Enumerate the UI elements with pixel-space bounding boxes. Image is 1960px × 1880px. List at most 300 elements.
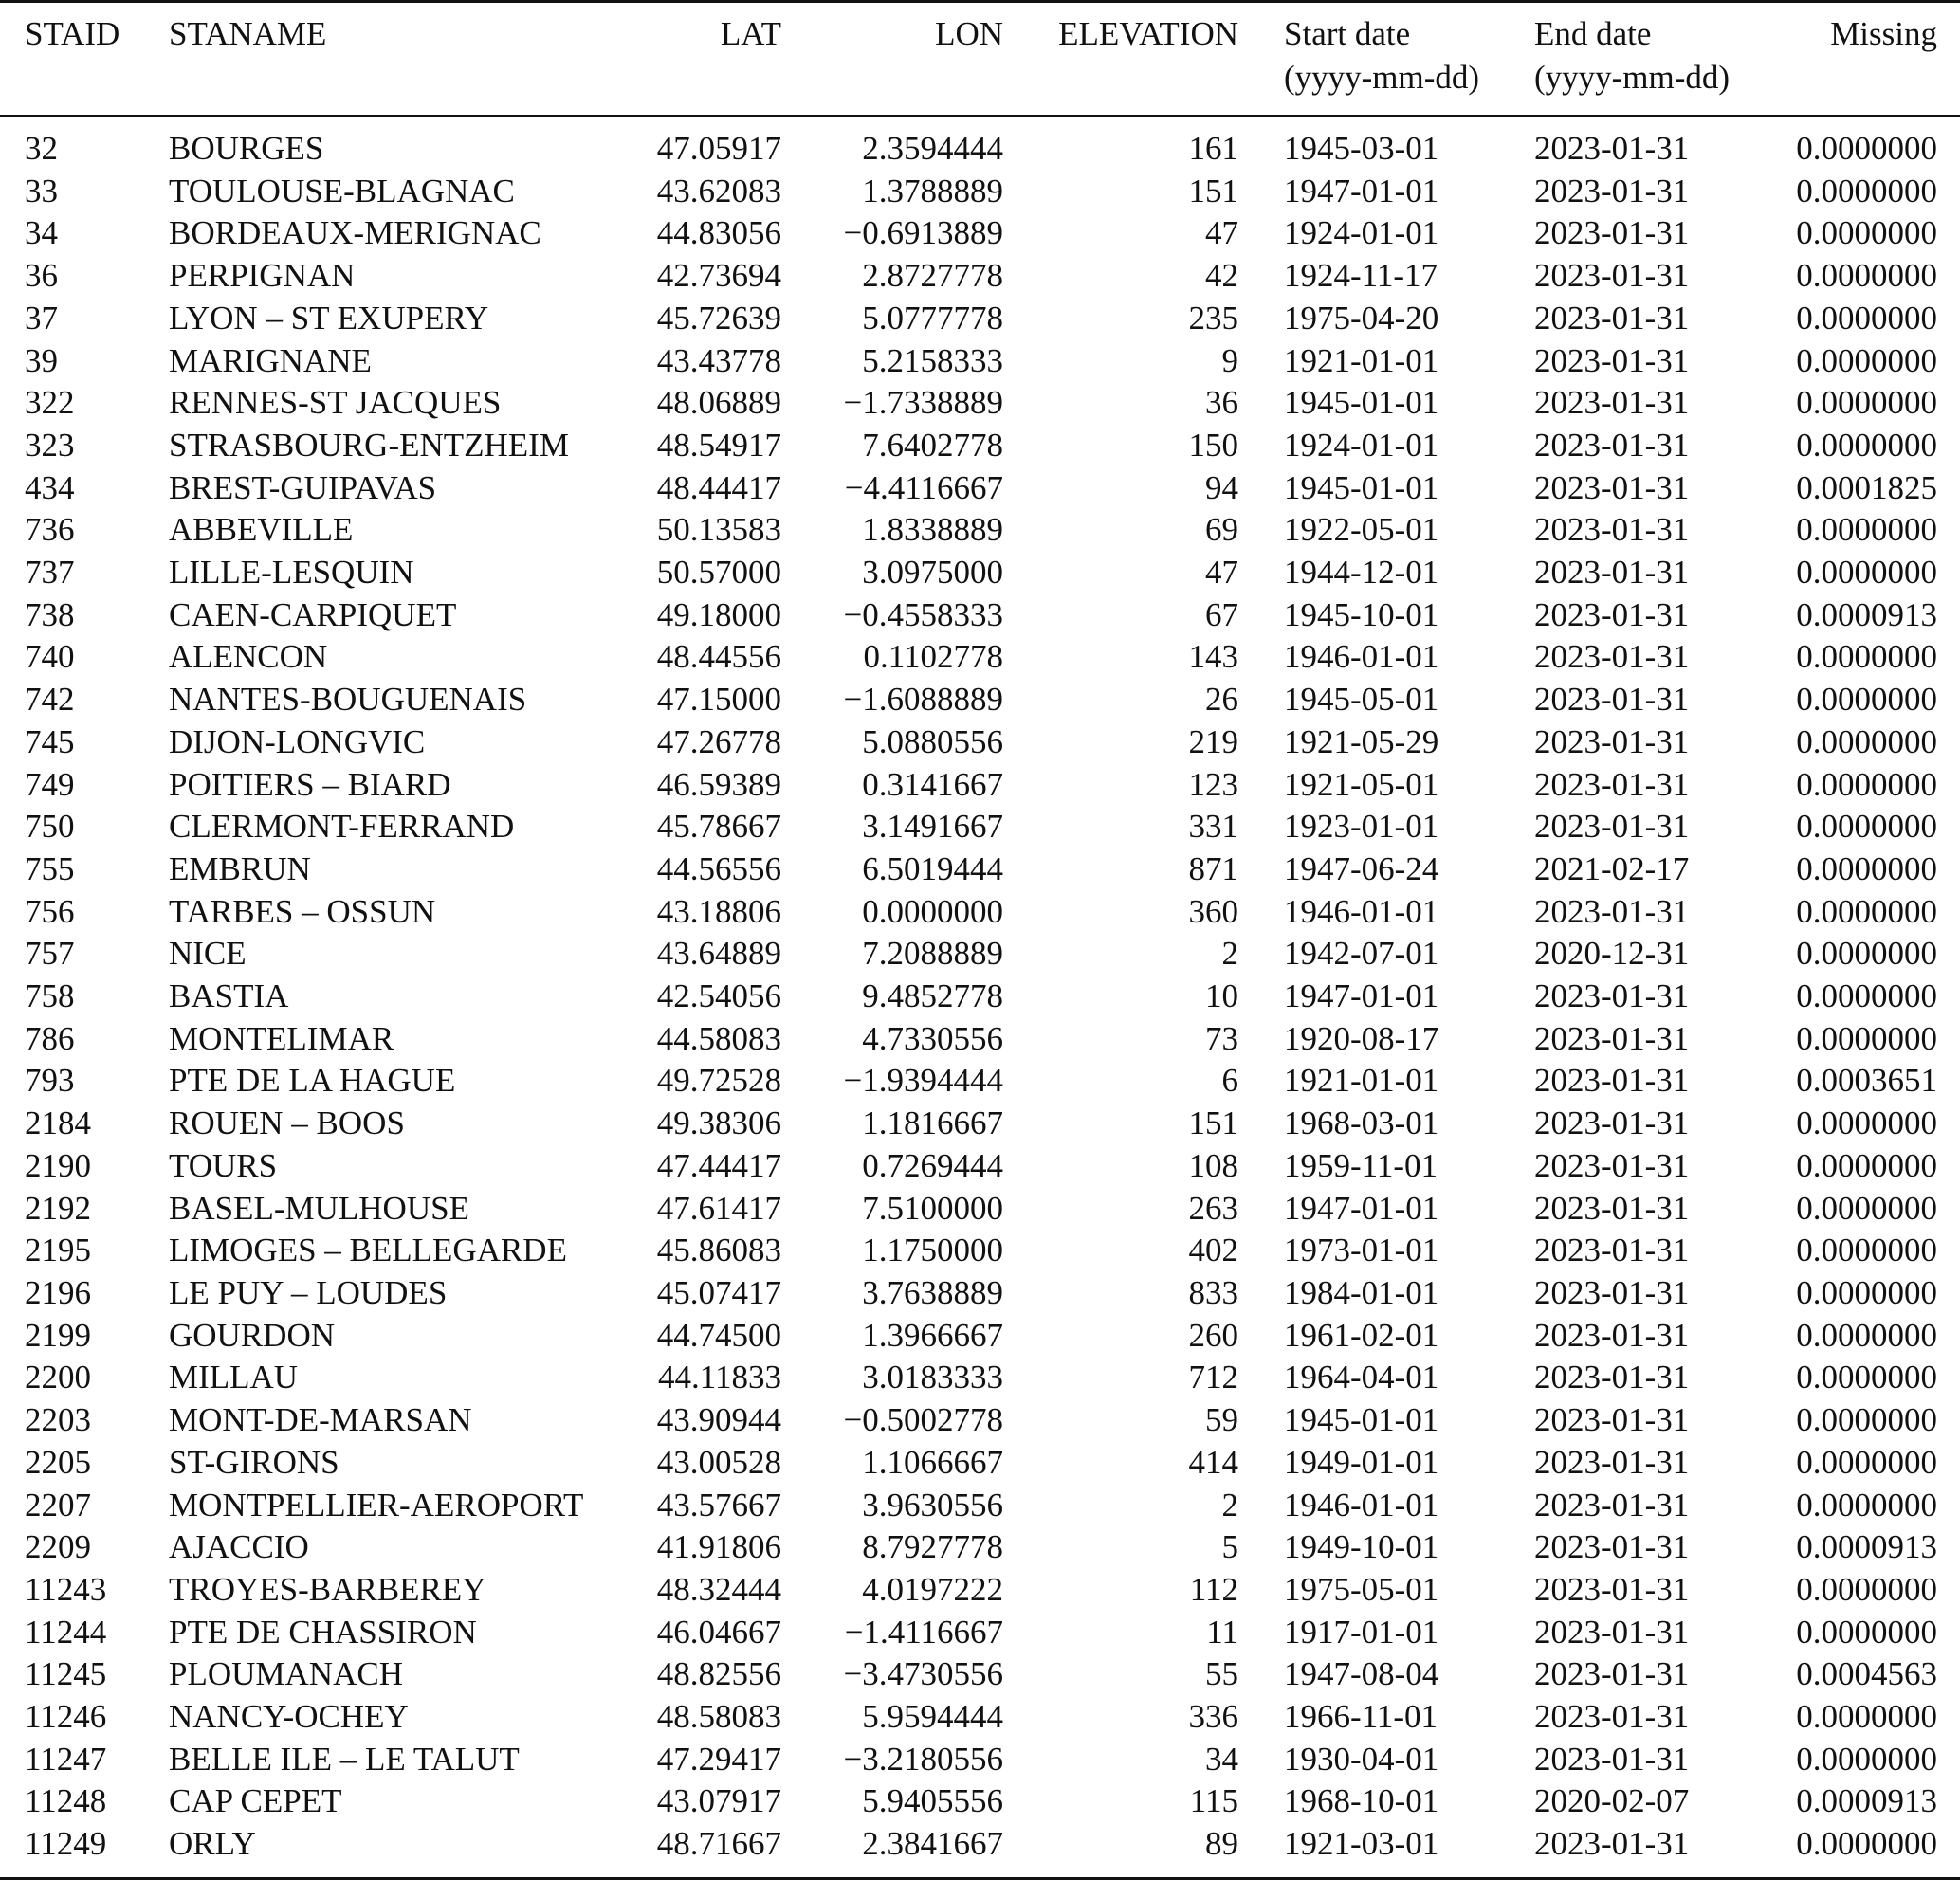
cell-end-date: 2023-01-31 [1534,1316,1690,1354]
cell-staid: 2184 [25,1104,91,1142]
cell-end-date: 2023-01-31 [1534,1443,1690,1481]
table-row [0,764,1960,807]
cell-lon: 5.0777778 [862,299,1003,337]
cell-missing: 0.0000000 [1796,722,1937,760]
table-row [0,721,1960,764]
table-row [0,933,1960,976]
cell-start-date: 1947-06-24 [1284,849,1439,887]
table-row [0,298,1960,340]
cell-start-date: 1945-05-01 [1284,681,1439,719]
table-row [0,1272,1960,1315]
cell-start-date: 1921-05-01 [1284,765,1439,803]
cell-lat: 43.00528 [656,1443,781,1481]
cell-lat: 44.56556 [656,849,781,887]
cell-lat: 45.78667 [656,808,781,846]
cell-lat: 45.86083 [656,1232,781,1269]
cell-elevation: 6 [1221,1062,1238,1100]
cell-elevation: 336 [1188,1698,1238,1736]
cell-staid: 2196 [25,1273,91,1311]
cell-missing: 0.0000000 [1796,1189,1937,1227]
table-row [0,594,1960,637]
cell-staname: PTE DE CHASSIRON [169,1613,477,1651]
cell-lat: 47.44417 [656,1146,781,1184]
cell-missing: 0.0000000 [1796,1443,1937,1481]
cell-lat: 44.83056 [656,214,781,252]
cell-staname: CAEN-CARPIQUET [169,595,457,633]
cell-staid: 742 [25,681,75,719]
cell-staid: 36 [25,257,58,295]
cell-missing: 0.0000000 [1796,1698,1937,1736]
cell-lat: 49.38306 [656,1104,781,1142]
cell-missing: 0.0000000 [1796,681,1937,719]
cell-missing: 0.0000000 [1796,1570,1937,1608]
cell-lat: 42.73694 [656,257,781,295]
cell-elevation: 11 [1206,1613,1238,1651]
cell-start-date: 1924-11-17 [1284,257,1438,295]
cell-staid: 793 [25,1062,75,1100]
cell-staname: BORDEAUX-MERIGNAC [169,214,541,252]
cell-elevation: 151 [1188,1104,1238,1142]
cell-missing: 0.0000000 [1796,1232,1937,1269]
cell-start-date: 1949-10-01 [1284,1528,1439,1566]
cell-lat: 50.57000 [656,554,781,592]
cell-start-date: 1947-01-01 [1284,1189,1439,1227]
cell-lat: 46.04667 [656,1613,781,1651]
cell-missing: 0.0000000 [1796,1019,1937,1057]
cell-staid: 786 [25,1019,75,1057]
cell-staid: 750 [25,808,75,846]
cell-start-date: 1923-01-01 [1284,808,1439,846]
cell-end-date: 2023-01-31 [1534,130,1690,167]
table-row [0,636,1960,679]
cell-end-date: 2023-01-31 [1534,765,1690,803]
cell-end-date: 2023-01-31 [1534,511,1690,549]
cell-staid: 755 [25,849,75,887]
cell-elevation: 712 [1188,1359,1238,1396]
cell-elevation: 235 [1188,299,1238,337]
cell-lon: −1.9394444 [843,1062,1003,1100]
cell-end-date: 2023-01-31 [1534,172,1690,210]
cell-staid: 749 [25,765,75,803]
cell-missing: 0.0000000 [1796,554,1937,592]
cell-staname: DIJON-LONGVIC [169,722,426,760]
cell-staid: 2200 [25,1359,91,1396]
cell-end-date: 2023-01-31 [1534,638,1690,676]
cell-end-date: 2023-01-31 [1534,1189,1690,1227]
cell-end-date: 2023-01-31 [1534,892,1690,930]
cell-staname: BASEL-MULHOUSE [169,1189,469,1227]
cell-missing: 0.0000000 [1796,130,1937,167]
cell-missing: 0.0000000 [1796,808,1937,846]
cell-lon: 0.1102778 [863,638,1003,676]
cell-end-date: 2023-01-31 [1534,1273,1690,1311]
cell-elevation: 2 [1221,1486,1238,1524]
cell-end-date: 2023-01-31 [1534,1019,1690,1057]
table-body [0,116,1960,1878]
cell-start-date: 1924-01-01 [1284,426,1439,464]
cell-lat: 43.07917 [656,1782,781,1820]
cell-start-date: 1946-01-01 [1284,638,1439,676]
cell-staname: NICE [169,935,247,973]
cell-staid: 39 [25,341,58,379]
cell-staname: BASTIA [169,977,289,1015]
cell-end-date: 2023-01-31 [1534,341,1690,379]
cell-staid: 33 [25,172,58,210]
cell-start-date: 1945-01-01 [1284,1401,1439,1439]
cell-lat: 47.26778 [656,722,781,760]
cell-lat: 42.54056 [656,977,781,1015]
cell-elevation: 94 [1205,468,1238,506]
cell-staname: PLOUMANACH [169,1655,403,1693]
table-row [0,1526,1960,1569]
table-row [0,1145,1960,1188]
cell-missing: 0.0000000 [1796,1613,1937,1651]
cell-elevation: 10 [1205,977,1238,1015]
table-row [0,467,1960,510]
cell-elevation: 108 [1188,1146,1238,1184]
table-row [0,1103,1960,1145]
cell-missing: 0.0001825 [1796,468,1937,506]
cell-staname: ALENCON [169,638,328,676]
cell-staname: ORLY [169,1825,256,1863]
cell-lon: 4.0197222 [862,1570,1003,1608]
cell-start-date: 1946-01-01 [1284,892,1439,930]
header-start-date [1238,2,1489,117]
cell-start-date: 1975-05-01 [1284,1570,1439,1608]
cell-elevation: 161 [1188,130,1238,167]
cell-missing: 0.0000000 [1796,1486,1937,1524]
cell-missing: 0.0000000 [1796,1146,1937,1184]
cell-lon: −0.6913889 [843,214,1003,252]
cell-end-date: 2023-01-31 [1534,1528,1690,1566]
cell-lat: 43.62083 [656,172,781,210]
cell-start-date: 1945-03-01 [1284,130,1439,167]
table-row [0,1823,1960,1878]
cell-staid: 11247 [25,1740,107,1778]
cell-staname: POITIERS – BIARD [169,765,451,803]
cell-staname: NANTES-BOUGUENAIS [169,681,527,719]
cell-lat: 49.18000 [656,595,781,633]
cell-staid: 756 [25,892,75,930]
cell-elevation: 414 [1188,1443,1238,1481]
cell-end-date: 2020-12-31 [1534,935,1690,973]
cell-start-date: 1921-03-01 [1284,1825,1439,1863]
cell-elevation: 833 [1188,1273,1238,1311]
header-start-date-line2: (yyyy-mm-dd) [1284,59,1480,96]
cell-elevation: 26 [1205,681,1238,719]
cell-start-date: 1984-01-01 [1284,1273,1439,1311]
table-row [0,1018,1960,1061]
table-row [0,1780,1960,1823]
table-row [0,212,1960,255]
cell-start-date: 1945-10-01 [1284,595,1439,633]
cell-staname: NANCY-OCHEY [169,1698,409,1736]
cell-elevation: 9 [1221,341,1238,379]
table-row [0,255,1960,298]
header-staid: STAID [25,15,120,52]
cell-staname: STRASBOURG-ENTZHEIM [169,426,569,464]
cell-staid: 11243 [25,1570,107,1608]
cell-staid: 11245 [25,1655,107,1693]
cell-lon: 7.2088889 [862,935,1003,973]
cell-missing: 0.0000000 [1796,638,1937,676]
cell-lon: 3.0975000 [862,554,1003,592]
header-spacer [0,116,1960,128]
header-row [0,2,1960,117]
cell-staid: 757 [25,935,75,973]
cell-staname: MILLAU [169,1359,299,1396]
cell-staname: MONTPELLIER-AEROPORT [169,1486,584,1524]
cell-elevation: 112 [1189,1570,1238,1608]
cell-elevation: 219 [1188,722,1238,760]
cell-lon: −1.7338889 [843,384,1003,422]
cell-missing: 0.0000000 [1796,1316,1937,1354]
cell-start-date: 1968-10-01 [1284,1782,1439,1820]
cell-missing: 0.0000000 [1796,341,1937,379]
cell-start-date: 1921-05-29 [1284,722,1439,760]
cell-staname: TOULOUSE-BLAGNAC [169,172,515,210]
table-row [0,128,1960,171]
cell-elevation: 2 [1221,935,1238,973]
cell-missing: 0.0000000 [1796,892,1937,930]
table-row [0,1230,1960,1272]
cell-start-date: 1924-01-01 [1284,214,1439,252]
cell-missing: 0.0000000 [1796,765,1937,803]
cell-staid: 34 [25,214,58,252]
cell-start-date: 1930-04-01 [1284,1740,1439,1778]
cell-start-date: 1946-01-01 [1284,1486,1439,1524]
cell-end-date: 2023-01-31 [1534,468,1690,506]
cell-elevation: 260 [1188,1316,1238,1354]
table-row [0,1188,1960,1231]
cell-elevation: 47 [1205,214,1238,252]
cell-lon: 3.0183333 [862,1359,1003,1396]
cell-end-date: 2023-01-31 [1534,1655,1690,1693]
cell-lon: 3.9630556 [862,1486,1003,1524]
cell-missing: 0.0000000 [1796,1825,1937,1863]
cell-start-date: 1945-01-01 [1284,384,1439,422]
cell-staname: CAP CEPET [169,1782,342,1820]
cell-missing: 0.0000000 [1796,977,1937,1015]
cell-start-date: 1947-08-04 [1284,1655,1439,1693]
cell-staname: ABBEVILLE [169,511,354,549]
cell-start-date: 1975-04-20 [1284,299,1439,337]
cell-lat: 47.61417 [656,1189,781,1227]
cell-staid: 2199 [25,1316,91,1354]
table-row [0,1696,1960,1739]
cell-lon: 9.4852778 [862,977,1003,1015]
table-row [0,1399,1960,1442]
cell-lat: 48.82556 [656,1655,781,1693]
cell-staid: 2209 [25,1528,91,1566]
cell-lat: 43.43778 [656,341,781,379]
cell-start-date: 1964-04-01 [1284,1359,1439,1396]
header-elevation: ELEVATION [1058,15,1238,52]
cell-lon: 1.8338889 [862,511,1003,549]
cell-start-date: 1973-01-01 [1284,1232,1439,1269]
cell-missing: 0.0000913 [1796,1528,1937,1566]
cell-lat: 49.72528 [656,1062,781,1100]
cell-end-date: 2023-01-31 [1534,808,1690,846]
cell-end-date: 2023-01-31 [1534,299,1690,337]
cell-lon: 7.6402778 [862,426,1003,464]
cell-lon: −1.6088889 [843,681,1003,719]
cell-lat: 47.15000 [656,681,781,719]
cell-elevation: 331 [1188,808,1238,846]
cell-lon: 5.2158333 [862,341,1003,379]
cell-staname: TARBES – OSSUN [169,892,436,930]
cell-elevation: 34 [1205,1740,1238,1778]
cell-lon: 2.3841667 [862,1825,1003,1863]
table-row [0,891,1960,934]
cell-staname: AJACCIO [169,1528,309,1566]
cell-lat: 41.91806 [656,1528,781,1566]
cell-lon: 4.7330556 [862,1019,1003,1057]
cell-lon: 0.3141667 [862,765,1003,803]
cell-staid: 745 [25,722,75,760]
cell-lat: 45.07417 [656,1273,781,1311]
cell-lon: 1.3788889 [862,172,1003,210]
cell-elevation: 69 [1205,511,1238,549]
cell-lon: 1.1066667 [862,1443,1003,1481]
cell-lat: 48.71667 [656,1825,781,1863]
cell-end-date: 2020-02-07 [1534,1782,1690,1820]
cell-missing: 0.0000000 [1796,935,1937,973]
cell-staname: TOURS [169,1146,278,1184]
cell-lon: −4.4116667 [844,468,1003,506]
table-row [0,1653,1960,1696]
cell-start-date: 1968-03-01 [1284,1104,1439,1142]
cell-end-date: 2023-01-31 [1534,1359,1690,1396]
cell-lon: 6.5019444 [862,849,1003,887]
cell-missing: 0.0000000 [1796,172,1937,210]
cell-elevation: 263 [1188,1189,1238,1227]
cell-start-date: 1917-01-01 [1284,1613,1439,1651]
cell-lat: 48.06889 [656,384,781,422]
cell-missing: 0.0000000 [1796,299,1937,337]
cell-start-date: 1966-11-01 [1284,1698,1438,1736]
cell-end-date: 2023-01-31 [1534,1825,1690,1863]
cell-elevation: 151 [1188,172,1238,210]
table-row [0,1739,1960,1781]
cell-staname: BOURGES [169,130,324,167]
cell-start-date: 1921-01-01 [1284,341,1439,379]
cell-staname: LILLE-LESQUIN [169,554,414,592]
cell-lon: 7.5100000 [862,1189,1003,1227]
table-row [0,340,1960,383]
header-lat: LAT [720,15,781,52]
table-row [0,1357,1960,1399]
cell-start-date: 1944-12-01 [1284,554,1439,592]
cell-staid: 11248 [25,1782,107,1820]
cell-missing: 0.0000000 [1796,214,1937,252]
cell-missing: 0.0000000 [1796,849,1937,887]
cell-lon: 1.1816667 [862,1104,1003,1142]
cell-staname: BREST-GUIPAVAS [169,468,437,506]
cell-start-date: 1949-01-01 [1284,1443,1439,1481]
cell-lat: 43.57667 [656,1486,781,1524]
cell-end-date: 2023-01-31 [1534,1740,1690,1778]
cell-staname: MONTELIMAR [169,1019,394,1057]
cell-end-date: 2023-01-31 [1534,681,1690,719]
cell-elevation: 123 [1188,765,1238,803]
cell-start-date: 1947-01-01 [1284,977,1439,1015]
cell-lon: 0.7269444 [862,1146,1003,1184]
cell-missing: 0.0000000 [1796,511,1937,549]
cell-staname: GOURDON [169,1316,335,1354]
cell-start-date: 1959-11-01 [1284,1146,1438,1184]
table-row [0,425,1960,467]
cell-elevation: 402 [1188,1232,1238,1269]
cell-lat: 46.59389 [656,765,781,803]
cell-end-date: 2023-01-31 [1534,257,1690,295]
cell-missing: 0.0003651 [1796,1062,1937,1100]
cell-staid: 32 [25,130,58,167]
cell-staid: 322 [25,384,75,422]
cell-staname: RENNES-ST JACQUES [169,384,502,422]
cell-staid: 2195 [25,1232,91,1269]
header-missing: Missing [1830,15,1937,52]
table-row [0,806,1960,849]
cell-end-date: 2023-01-31 [1534,384,1690,422]
cell-lat: 48.44556 [656,638,781,676]
cell-staid: 2192 [25,1189,91,1227]
cell-staname: EMBRUN [169,849,311,887]
cell-staname: PERPIGNAN [169,257,356,295]
table-row [0,976,1960,1018]
cell-start-date: 1945-01-01 [1284,468,1439,506]
cell-staid: 758 [25,977,75,1015]
cell-lat: 47.29417 [656,1740,781,1778]
table-header [0,2,1960,117]
cell-elevation: 73 [1205,1019,1238,1057]
cell-staname: LYON – ST EXUPERY [169,299,489,337]
cell-lon: 5.9405556 [862,1782,1003,1820]
cell-lon: 5.9594444 [862,1698,1003,1736]
cell-missing: 0.0000000 [1796,426,1937,464]
table-row [0,171,1960,213]
cell-end-date: 2023-01-31 [1534,1062,1690,1100]
cell-staid: 2205 [25,1443,91,1481]
cell-end-date: 2023-01-31 [1534,554,1690,592]
cell-elevation: 55 [1205,1655,1238,1693]
cell-elevation: 47 [1205,554,1238,592]
cell-staname: TROYES-BARBEREY [169,1570,486,1608]
cell-staid: 11246 [25,1698,107,1736]
cell-end-date: 2023-01-31 [1534,1232,1690,1269]
cell-lat: 45.72639 [656,299,781,337]
cell-staid: 323 [25,426,75,464]
table-row [0,1060,1960,1103]
cell-staname: MONT-DE-MARSAN [169,1401,472,1439]
cell-lon: −0.5002778 [843,1401,1003,1439]
table-row [0,552,1960,594]
header-staname: STANAME [169,15,327,52]
cell-staid: 740 [25,638,75,676]
cell-lat: 48.44417 [656,468,781,506]
cell-staname: LIMOGES – BELLEGARDE [169,1232,567,1269]
cell-missing: 0.0000913 [1796,595,1937,633]
cell-elevation: 89 [1205,1825,1238,1863]
cell-elevation: 5 [1221,1528,1238,1566]
cell-staname: ST-GIRONS [169,1443,339,1481]
cell-staid: 738 [25,595,75,633]
cell-missing: 0.0000913 [1796,1782,1937,1820]
cell-staname: ROUEN – BOOS [169,1104,405,1142]
cell-end-date: 2023-01-31 [1534,1146,1690,1184]
cell-lat: 43.64889 [656,935,781,973]
cell-elevation: 115 [1189,1782,1238,1820]
